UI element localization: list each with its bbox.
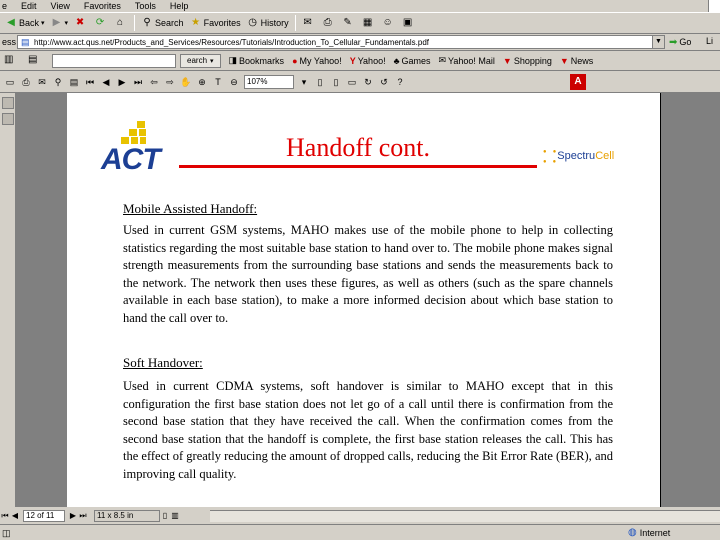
- back-button[interactable]: [2, 14, 48, 32]
- links-label[interactable]: Li: [706, 36, 714, 46]
- last-page-button[interactable]: ⏭: [79, 510, 87, 520]
- shopping-icon: ▼: [502, 55, 512, 66]
- messenger-button[interactable]: [379, 14, 399, 32]
- link-shopping[interactable]: [503, 56, 552, 66]
- section-heading-maho: Mobile Assisted Handoff:: [123, 201, 258, 216]
- link-label: Bookmarks: [239, 55, 285, 66]
- page-number-field[interactable]: 12 of 11: [23, 510, 65, 522]
- toolbar-separator: [134, 15, 135, 31]
- last-page-icon[interactable]: ⏭: [133, 76, 143, 87]
- favorites-label: Favorites: [203, 18, 241, 28]
- link-label: Shopping: [513, 55, 552, 66]
- text-select-icon[interactable]: T: [215, 76, 221, 87]
- navigation-pane: [0, 93, 16, 507]
- bookmark-icon: ◨: [228, 55, 238, 65]
- stop-button[interactable]: [71, 14, 91, 32]
- forward-arrow-icon: ▶: [52, 17, 61, 28]
- back-label: Back: [19, 18, 40, 28]
- page-status-icon: ◫: [2, 527, 11, 538]
- refresh-icon: ⟳: [95, 17, 105, 28]
- menu-edit[interactable]: Edit: [21, 1, 37, 11]
- history-label: History: [260, 18, 289, 28]
- acrobat-logo-icon: A: [570, 74, 586, 90]
- favorites-button[interactable]: [187, 14, 244, 32]
- zone-label: Internet: [639, 527, 671, 538]
- single-page-icon[interactable]: ▯: [162, 510, 168, 520]
- research-icon: ▣: [402, 17, 413, 28]
- link-my-yahoo[interactable]: [292, 56, 342, 66]
- refresh-button[interactable]: [91, 14, 111, 32]
- menu-file[interactable]: e: [2, 1, 8, 11]
- address-label: ess: [2, 37, 17, 47]
- link-label: News: [570, 55, 594, 66]
- discuss-icon: ▦: [362, 17, 373, 28]
- news-icon: ▼: [559, 55, 569, 66]
- bookmarks-pane-icon[interactable]: ▤: [69, 76, 79, 87]
- address-dropdown-icon[interactable]: ▼: [652, 36, 664, 48]
- stop-icon: ✖: [75, 17, 85, 28]
- forward-button[interactable]: [48, 14, 72, 32]
- go-label: Go: [679, 37, 692, 47]
- forward-dropdown-icon: ▾: [64, 20, 69, 27]
- actual-size-icon[interactable]: ▯: [317, 76, 323, 87]
- section-heading-soft-handover: Soft Handover:: [123, 355, 203, 370]
- standard-toolbar: [0, 12, 720, 34]
- link-news[interactable]: [560, 56, 593, 66]
- companion-search-button[interactable]: [180, 54, 221, 68]
- act-logo: [99, 117, 169, 177]
- hand-tool-icon[interactable]: ✋: [180, 76, 192, 87]
- save-icon[interactable]: ▭: [5, 76, 15, 87]
- link-label: Yahoo!: [357, 55, 386, 66]
- email-icon[interactable]: ✉: [38, 76, 46, 87]
- link-games[interactable]: [394, 56, 431, 66]
- spectrucell-logo-text: SpectruCell: [557, 150, 615, 162]
- go-arrow-icon: ➡: [669, 36, 678, 48]
- go-button[interactable]: [669, 35, 691, 49]
- security-zone: [628, 527, 670, 538]
- act-logo-squares: [115, 121, 155, 145]
- fit-page-icon[interactable]: ▯: [333, 76, 339, 87]
- companion-logo-icon: ▥: [4, 54, 14, 65]
- edit-icon: ✎: [343, 17, 352, 28]
- yahoo-icon: ●: [292, 55, 298, 66]
- favorites-icon: ★: [191, 17, 201, 28]
- history-button[interactable]: [244, 14, 292, 32]
- address-url: http://www.act.qus.net/Products_and_Services/Resources/Tutorials/Introduction_To_Cellular_Fundamentals.pdf: [34, 37, 430, 47]
- edit-button[interactable]: [339, 14, 359, 32]
- home-button[interactable]: [111, 14, 131, 32]
- next-page-icon[interactable]: ▶: [118, 76, 126, 87]
- go-back-icon[interactable]: ⇦: [150, 76, 158, 87]
- link-mail[interactable]: [439, 55, 495, 66]
- address-bar: [0, 34, 720, 51]
- menu-tools[interactable]: Tools: [134, 1, 156, 11]
- print-icon[interactable]: ⎙: [22, 76, 30, 87]
- toolbar-separator: [295, 15, 296, 31]
- page-size-indicator: 11 x 8.5 in: [94, 510, 160, 522]
- search-label: Search: [155, 18, 184, 28]
- first-page-button[interactable]: ⏮: [1, 510, 9, 520]
- window-corner: [708, 0, 720, 12]
- spectrucell-logo: [543, 145, 614, 167]
- link-label: Yahoo! Mail: [448, 55, 495, 66]
- mail-icon: ✉: [438, 55, 447, 65]
- pdf-page: [67, 93, 661, 507]
- chevron-down-icon: ▾: [210, 57, 214, 65]
- back-dropdown-icon: ▾: [41, 20, 45, 27]
- menu-help[interactable]: Help: [169, 1, 189, 11]
- print-icon: ⎙: [323, 17, 332, 28]
- print-button[interactable]: [319, 14, 339, 32]
- research-button[interactable]: [399, 14, 419, 32]
- section-body-soft-handover: Used in current CDMA systems, soft handover is similar to MAHO except that in this configuration the first base station does not let go of a call until there is confirmation from the second base station that they have received the call. When the confirmation comes from the second base station that the handoff is complete, the first base station releases the call. This has the effect of greatly reducing the amount of dropped calls, reducing the Bit Error Rate (BER), and improving call quality.: [123, 379, 613, 481]
- page-navigation-row: [0, 508, 720, 523]
- menu-view[interactable]: View: [50, 1, 70, 11]
- search-icon: ⚲: [143, 17, 151, 28]
- continuous-page-icon[interactable]: ▥: [171, 510, 179, 520]
- home-icon: ⌂: [117, 17, 124, 28]
- history-icon: ◷: [248, 17, 257, 28]
- status-area: [0, 507, 720, 540]
- horizontal-scrollbar[interactable]: [210, 510, 720, 522]
- page-title: Handoff cont.: [286, 133, 430, 162]
- thumbnails-tab-icon[interactable]: [2, 113, 14, 125]
- rotate-view-icon[interactable]: ↺: [380, 76, 388, 87]
- help-icon[interactable]: ?: [397, 76, 403, 87]
- browser-status-bar: [0, 524, 720, 540]
- back-arrow-icon: ◀: [7, 17, 15, 28]
- link-yahoo[interactable]: [350, 56, 386, 66]
- act-logo-text: ACT: [101, 143, 160, 176]
- link-label: Games: [401, 55, 431, 66]
- first-page-icon[interactable]: ⏮: [85, 76, 95, 87]
- search-icon[interactable]: ⚲: [54, 76, 62, 87]
- chevron-down-icon[interactable]: ▾: [301, 76, 307, 87]
- companion-toolbar: [0, 51, 720, 71]
- companion-search-label: earch: [187, 56, 208, 65]
- menu-favorites[interactable]: Favorites: [83, 1, 121, 11]
- previous-page-icon[interactable]: ◀: [102, 76, 110, 87]
- discuss-button[interactable]: [359, 14, 379, 32]
- address-input[interactable]: [17, 35, 665, 49]
- title-underline: [179, 165, 537, 168]
- companion-edit-icon[interactable]: ▤: [28, 54, 38, 65]
- yahoo-y-icon: Y: [349, 55, 356, 66]
- next-page-button[interactable]: ▶: [69, 510, 77, 520]
- globe-icon: ◍: [628, 527, 637, 538]
- section-body-maho: Used in current GSM systems, MAHO makes use of the mobile phone to help in collecting statistics regarding the most suitable base station to hand over to. The mobile phone makes signal strength measurements from the surrounding base stations and sends the measurements back to the network. The network then uses these figures, as well as others (such as the spare channels available in each base station), to make a more informed decision about which base station to hand the call over to.: [123, 223, 613, 325]
- link-bookmarks[interactable]: [229, 55, 285, 66]
- menu-bar: [0, 0, 720, 12]
- companion-search-input[interactable]: [52, 54, 176, 68]
- pdf-viewer: [0, 93, 720, 507]
- mail-button[interactable]: [299, 14, 319, 32]
- messenger-icon: ☺: [382, 17, 393, 28]
- mail-icon: ✉: [303, 17, 312, 28]
- games-icon: ♣: [393, 55, 400, 66]
- zoom-tool-icon[interactable]: ⊕: [198, 76, 206, 87]
- bookmarks-tab-icon[interactable]: [2, 97, 14, 109]
- go-forward-icon[interactable]: ⇨: [166, 76, 174, 87]
- search-button[interactable]: [138, 14, 187, 32]
- zoom-out-icon[interactable]: ⊖: [230, 76, 238, 87]
- link-label: My Yahoo!: [299, 55, 342, 66]
- fit-width-icon[interactable]: ▭: [347, 76, 357, 87]
- spectrucell-mark-icon: ⸬: [543, 149, 557, 166]
- acrobat-toolbar: [0, 71, 720, 93]
- zoom-level-input[interactable]: 107%: [244, 75, 294, 89]
- previous-page-button[interactable]: ◀: [11, 510, 19, 520]
- page-icon: ▤: [21, 37, 30, 47]
- rotate-icon[interactable]: ↻: [364, 76, 372, 87]
